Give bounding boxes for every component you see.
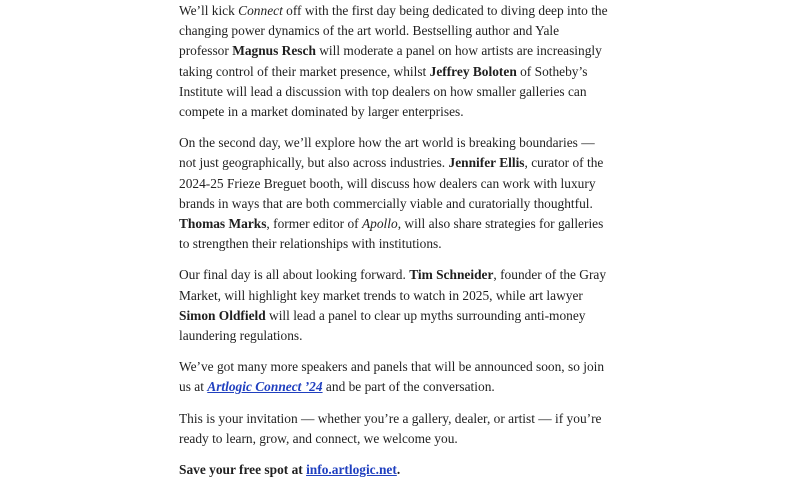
- info-artlogic-link[interactable]: info.artlogic.net: [306, 462, 397, 478]
- text-span: and be part of the conversation.: [322, 379, 495, 395]
- speaker-name: Jeffrey Boloten: [429, 63, 517, 79]
- speaker-name: Simon Oldfield: [179, 307, 266, 323]
- text-span: , will also share strategies for galleries to strengthen their relationships with institutions.: [179, 216, 604, 252]
- speaker-name: Magnus Resch: [232, 43, 316, 59]
- paragraph-cta: [179, 460, 611, 480]
- text-span: off with the first day being dedicated to diving deep into the changing power dynamics of the art world. Bestselling author and Yale professor: [179, 3, 608, 59]
- text-span: of Sotheby’s Institute will lead a discussion with top dealers on how smaller galleries can compete in a market dominated by larger enterprises.: [179, 63, 588, 120]
- paragraph-day-two: [179, 133, 611, 254]
- speaker-name: Tim Schneider: [409, 267, 494, 283]
- text-span: , curator of the 2024-25 Frieze Breguet booth, will discuss how dealers can work with luxury brands in ways that are both commercially viable and curatorially thoughtful.: [179, 155, 604, 211]
- text-span: Our final day is all about looking forward.: [179, 267, 410, 283]
- text-span: will moderate a panel on how artists are increasingly taking control of their market presence, whilst: [179, 43, 602, 79]
- text-span: On the second day, we’ll explore how the art world is breaking boundaries — not just geographically, but also across industries.: [179, 135, 595, 171]
- text-span: .: [396, 462, 401, 478]
- paragraph-day-three: [179, 265, 611, 346]
- speaker-name: Jennifer Ellis: [448, 155, 525, 171]
- speaker-name: Thomas Marks: [179, 216, 267, 232]
- text-span: Save your free spot at: [179, 462, 307, 478]
- text-span: We’ve got many more speakers and panels that will be announced soon, so join us at: [179, 359, 605, 395]
- artlogic-connect-link[interactable]: Artlogic Connect ’24: [207, 379, 323, 395]
- text-span: will lead a panel to clear up myths surrounding anti-money laundering regulations.: [179, 307, 586, 344]
- text-span: We’ll kick: [179, 3, 239, 18]
- event-name: Connect: [238, 3, 283, 18]
- paragraph-invitation: This is your invitation — whether you’re a gallery, dealer, or artist — if you’re ready to learn, grow, and connect, we welcome you.: [179, 410, 602, 446]
- article-body: [179, 1, 611, 491]
- paragraph-more-speakers: [179, 357, 611, 397]
- text-span: , founder of the Gray Market, will highlight key market trends to watch in 2025, while art lawyer: [179, 267, 607, 303]
- publication-name: Apollo: [361, 216, 398, 232]
- text-span: , former editor of: [266, 216, 362, 232]
- paragraph-day-one: [179, 1, 611, 122]
